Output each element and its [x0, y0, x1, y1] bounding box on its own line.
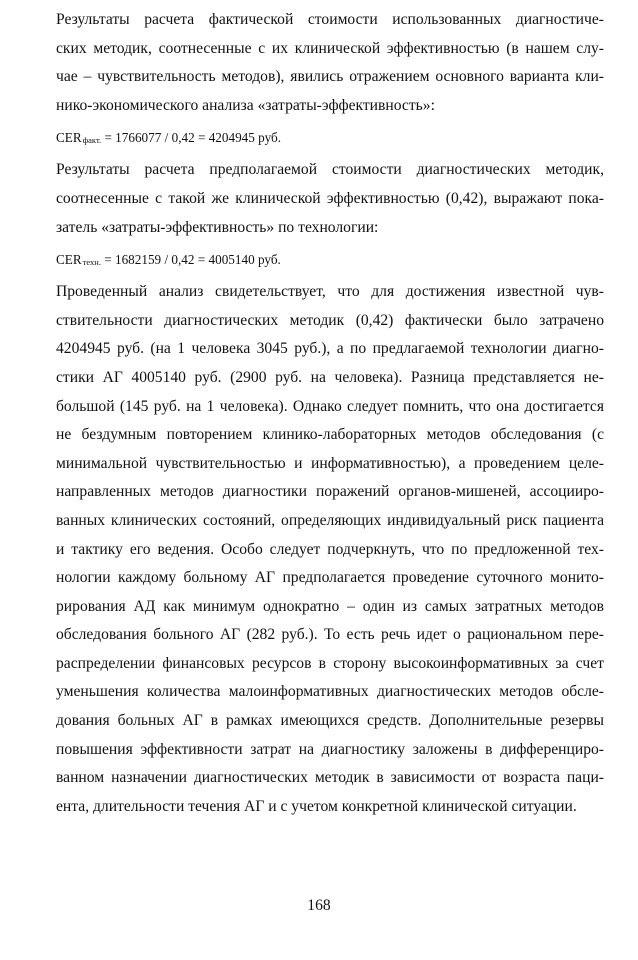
text-line: большой (145 руб. на 1 человека). Однако следует помнить, что она достигается [56, 397, 604, 415]
paragraph-cost-projected [56, 156, 604, 242]
text-line: и тактику его ведения. Особо следует подчеркнуть, что по предложенной тех- [56, 540, 604, 558]
formula-prefix: CER [56, 130, 82, 146]
text-line: уменьшения количества малоинформативных диагностических методов обсле- [56, 683, 604, 701]
formula-prefix: CER [56, 252, 82, 268]
text-line: ских методик, соотнесенные с их клинической эффективностью (в нашем слу- [56, 39, 604, 57]
text-line: ванном назначении диагностических методик в зависимости от возраста паци- [56, 769, 604, 787]
text-line: нико-экономического анализа «затраты-эффективность»: [56, 96, 435, 114]
text-line: повышения эффективности затрат на диагностику заложены в дифференциро- [56, 740, 604, 758]
paragraph-cost-actual [56, 6, 604, 120]
text-line: соотнесенные с такой же клинической эффективностью (0,42), выражают пока- [56, 189, 604, 207]
text-line: ствительности диагностических методик (0,42) фактически было затрачено [56, 311, 604, 329]
document-page [56, 6, 604, 821]
text-line: не бездумным повторением клинико-лабораторных методов обследования (с [56, 426, 604, 444]
text-line: рирования АД как минимум однократно – один из самых затратных методов [56, 597, 604, 615]
formula-cer-technology [56, 242, 604, 278]
formula-subscript: факт. [82, 135, 102, 146]
text-line: затель «затраты-эффективность» по технологии: [56, 218, 379, 236]
formula-subscript: техн. [82, 257, 101, 268]
text-line: направленных методов диагностики поражений органов-мишеней, ассоцииро- [56, 483, 604, 501]
text-line: Проведенный анализ свидетельствует, что для достижения известной чув- [56, 283, 604, 301]
text-line: распределении финансовых ресурсов в сторону высокоинформативных за счет [56, 654, 604, 672]
text-line: ента, длительности течения АГ и с учетом конкретной клинической ситуации. [56, 797, 577, 815]
formula-expression: = 1682159 / 0,42 = 4005140 руб. [100, 252, 281, 268]
text-line: 4204945 руб. (на 1 человека 3045 руб.), а по предлагаемой технологии диагно- [56, 340, 604, 358]
formula-expression: = 1766077 / 0,42 = 4204945 руб. [101, 130, 282, 146]
text-line: дования больных АГ в рамках имеющихся средств. Дополнительные резервы [56, 712, 604, 730]
text-line: нологии каждому больному АГ предполагается проведение суточного монито- [56, 569, 604, 587]
text-line: чае – чувствительность методов), явились отражением основного варианта кли- [56, 68, 604, 86]
page-number: 168 [307, 897, 331, 914]
text-line: Результаты расчета предполагаемой стоимости диагностических методик, [56, 161, 604, 179]
formula-cer-actual [56, 120, 604, 156]
text-line: стики АГ 4005140 руб. (2900 руб. на человека). Разница представляется не- [56, 368, 604, 386]
text-line: ванных клинических состояний, определяющих индивидуальный риск пациента [56, 511, 604, 529]
text-line: обследования больного АГ (282 руб.). То есть речь идет о рациональном пере- [56, 626, 604, 644]
text-line: минимальной чувствительностью и информативностью), а проведением целе- [56, 454, 604, 472]
paragraph-analysis [56, 278, 604, 821]
text-line: Результаты расчета фактической стоимости использованных диагностиче- [56, 11, 604, 28]
